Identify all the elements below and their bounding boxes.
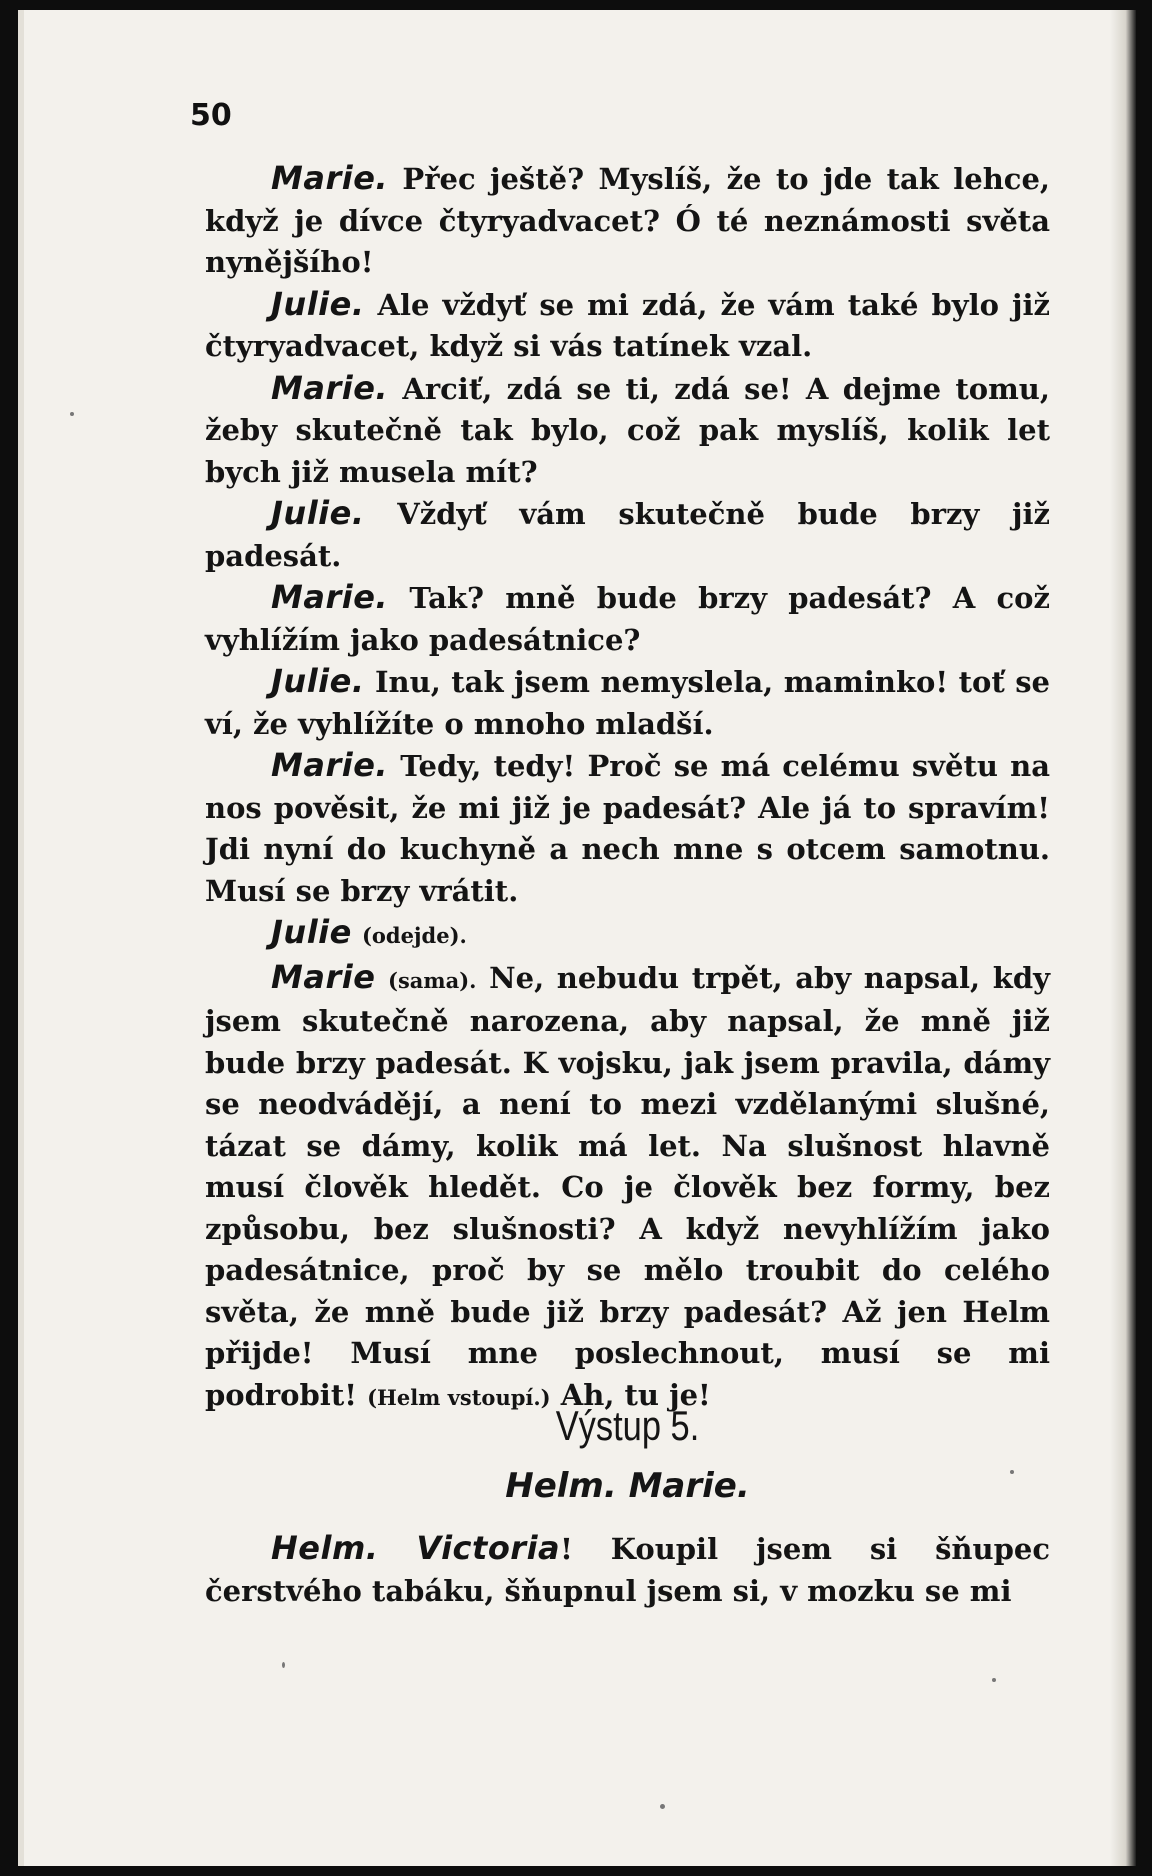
dialogue-line: Ah, tu je!	[560, 1377, 711, 1412]
speaker-name: Julie	[271, 913, 352, 951]
stage-direction: (odejde).	[361, 923, 467, 948]
speck	[70, 412, 74, 416]
dialogue-paragraph	[205, 661, 1050, 745]
dialogue-line: Arciť, zdá se ti, zdá se! A dejme tomu, žeby skutečně tak bylo, což pak myslíš, kolik let bych již musela mít?	[205, 371, 1050, 489]
dialogue-paragraph	[205, 1528, 1050, 1612]
dialogue-paragraph	[205, 158, 1050, 284]
speaker-name: Marie.	[271, 159, 389, 197]
dialogue-paragraph	[205, 912, 1050, 957]
dialogue-paragraph	[205, 957, 1050, 1419]
dialogue-line: Vždyť vám skutečně bude brzy již padesát.	[205, 497, 1050, 573]
dialogue-text	[205, 158, 1050, 1418]
dialogue-text-continued	[205, 1528, 1050, 1612]
dialogue-line: Tak? mně bude brzy padesát? A což vyhlížím jako padesátnice?	[205, 581, 1050, 657]
speaker-name: Helm.	[271, 1529, 379, 1567]
speck	[282, 1662, 285, 1668]
speaker-name: Julie.	[271, 494, 365, 532]
scene-heading: Výstup 5.	[555, 1402, 700, 1449]
speaker-name: Julie.	[271, 284, 365, 323]
speaker-name: Marie	[271, 957, 376, 996]
dialogue-paragraph	[205, 368, 1050, 494]
dialogue-line: Ne, nebudu trpět, aby napsal, kdy jsem skutečně narozena, aby napsal, že mně již bude brzy padesát. K vojsku, jak jsem pravila, dámy se neodvádějí, a není to mezi vzdělanými slušné, tázat se dámy, kolik má let. Na slušnost hlavně musí člověk hledět. Co je člověk bez formy, bez způsobu, bez slušnosti? A když nevyhlížím jako padesátnice, proč by se mělo troubit do celého světa, že mně bude již brzy padesát? Až jen Helm přijde! Musí mne poslechnout, musí se mi podrobit!	[205, 960, 1050, 1412]
stage-direction: (sama).	[388, 967, 477, 993]
speaker-name: Julie.	[271, 662, 365, 700]
speaker-name: Marie.	[271, 746, 389, 784]
speck	[660, 1804, 665, 1809]
speck	[1010, 1470, 1014, 1474]
page-number: 50	[190, 98, 232, 133]
dialogue-line: Inu, tak jsem nemyslela, maminko! toť se ví, že vyhlížíte o mnoho mladší.	[205, 665, 1050, 741]
dialogue-line: Tedy, tedy! Proč se má celému světu na nos pověsit, že mi již je padesát? Ale já to spravím! Jdi nyní do kuchyně a nech mne s otcem samotnu. Musí se brzy vrátit.	[205, 749, 1050, 908]
dialogue-paragraph	[205, 493, 1050, 577]
dialogue-paragraph	[205, 745, 1050, 912]
exclamation: Victoria	[416, 1529, 561, 1567]
dialogue-paragraph	[205, 577, 1050, 661]
stage-direction: (Helm vstoupí.)	[367, 1384, 551, 1410]
speck	[992, 1678, 996, 1682]
scene-cast: Helm. Marie.	[505, 1466, 750, 1506]
page-binding-edge	[1110, 10, 1136, 1866]
speaker-name: Marie.	[271, 368, 389, 407]
speaker-name: Marie.	[271, 578, 389, 616]
dialogue-line: Ale vždyť se mi zdá, že vám také bylo již čtyryadvacet, když si vás tatínek vzal.	[205, 287, 1050, 363]
dialogue-line: Přec ještě? Myslíš, že to jde tak lehce, když je dívce čtyryadvacet? Ó té neznámosti světa nynějšího!	[205, 162, 1050, 279]
dialogue-line: ! Koupil jsem si šňupec čerstvého tabáku, šňupnul jsem si, v mozku se mi	[205, 1532, 1050, 1608]
dialogue-paragraph	[205, 284, 1050, 368]
